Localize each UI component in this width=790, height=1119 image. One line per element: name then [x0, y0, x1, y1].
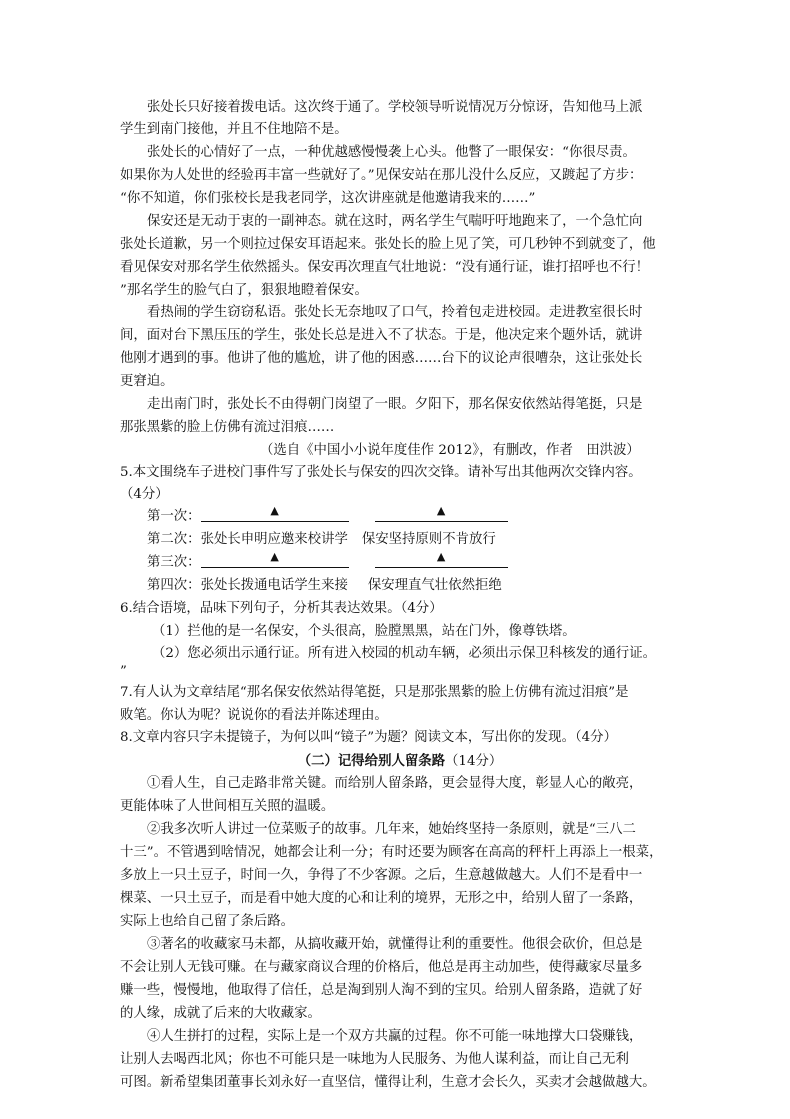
story-p4-line1: 看热闹的学生窃窃私语。张处长无奈地叹了口气，拎着包走进校园。走进教室很长时 — [147, 305, 643, 320]
s2-p4-line3: 可图。新希望集团董事长刘永好一直坚信，懂得让利，生意才会长久，买卖才会越做越大。 — [120, 1075, 656, 1090]
section2-score: （14分） — [445, 754, 503, 769]
q5-row-2-left: 张处长申明应邀来校讲学 — [200, 532, 348, 547]
q5-row-4-label: 第四次： — [147, 578, 201, 593]
q5-row-1-label: 第一次： — [147, 509, 201, 524]
q8-stem: 8.文章内容只字未提镜子，为何以叫“镜子”为题？阅读文本，写出你的发现。（4分） — [120, 730, 617, 745]
q5-row-2-right: 保安坚持原则不肯放行 — [361, 532, 496, 547]
q6-stray-mark: ” — [120, 664, 127, 679]
q5-row-4-left: 张处长拨通电话学生来接 — [200, 578, 348, 593]
source-note: （选自《中国小小说年度佳作 2012》，有删改，作者 田洪波） — [260, 443, 640, 458]
s2-p3-line2: 不会让别人无钱可赚。在与藏家商议合理的价格后，他总是再主动加些，使得藏家尽量多 — [120, 960, 643, 975]
q6-item-1: （1）拦他的是一名保安，个头很高，脸膛黑黑，站在门外，像尊铁塔。 — [152, 624, 576, 639]
blank-marker-icon: ▲ — [436, 504, 446, 517]
q5-row-1-right-blank[interactable] — [375, 506, 508, 522]
q5-row-3-label: 第三次： — [147, 555, 201, 570]
blank-marker-icon: ▲ — [270, 550, 279, 563]
q5-row-3-right-blank[interactable] — [375, 552, 508, 568]
q6-item-2: （2）您必须出示通行证。所有进入校园的机动车辆，必须出示保卫科核发的通行证。 — [152, 646, 656, 661]
q5-row-3-left-blank[interactable] — [201, 552, 349, 568]
story-p5-line1: 走出南门时，张处长不由得朝门岗望了一眼。夕阳下，那名保安依然站得笔挺，只是 — [147, 397, 643, 412]
story-p2-line1: 张处长的心情好了一点，一种优越感慢慢袭上心头。他瞥了一眼保安：“你很尽责。 — [147, 145, 636, 160]
blank-marker-icon: ▲ — [436, 550, 446, 563]
q5-row-1 — [147, 506, 707, 528]
s2-p2-line5: 实际上也给自己留了条后路。 — [120, 914, 295, 929]
s2-p3-line3: 赚一些，慢慢地，他取得了信任，总是淘到别人淘不到的宝贝。给别人留条路，造就了好 — [120, 983, 643, 998]
story-p4-line4: 更窘迫。 — [120, 374, 174, 389]
story-p4-line3: 他刚才遇到的事。他讲了他的尴尬，讲了他的困惑……台下的议论声很嘈杂，这让张处长 — [120, 351, 643, 366]
s2-p2-line2: 十三”。不管遇到啥情况，她都会让利一分；有时还要为顾客在高高的秤杆上再添上一根菜， — [120, 845, 663, 860]
s2-p4-line1: ④人生拼打的过程，实际上是一个双方共赢的过程。你不可能一味地撑大口袋赚钱， — [147, 1029, 643, 1044]
q5-row-2-label: 第二次： — [147, 532, 201, 547]
s2-p4-line2: 让别人去喝西北风；你也不可能只是一味地为人民服务、为他人谋利益，而让自己无利 — [120, 1052, 629, 1067]
story-p4-line2: 间，面对台下黑压压的学生，张处长总是进入不了状态。于是，他决定来个题外话，就讲 — [120, 328, 643, 343]
story-p3-line3: 看见保安对那名学生依然摇头。保安再次理直气壮地说：“没有通行证，谁打招呼也不行！ — [120, 260, 650, 275]
q5-row-4-right: 保安理直气壮依然拒绝 — [367, 578, 502, 593]
story-p1-line2: 学生到南门接他，并且不住地陪不是。 — [120, 122, 348, 137]
s2-p2-line1: ②我多次听人讲过一位菜贩子的故事。几年来，她始终坚持一条原则，就是“三八二 — [147, 822, 636, 837]
story-p1-line1: 张处长只好接着拨电话。这次终于通了。学校领导听说情况万分惊讶，告知他马上派 — [147, 100, 643, 115]
q6-stem: 6.结合语境，品味下列句子，分析其表达效果。（4分） — [120, 601, 443, 616]
story-p2-line3: “你不知道，你们张校长是我老同学，这次讲座就是他邀请我来的……” — [120, 191, 536, 206]
q5-row-2 — [147, 529, 707, 551]
q5-row-1-left-blank[interactable] — [201, 506, 349, 522]
story-p2-line2: 如果你为人处世的经验再丰富一些就好了。”见保安站在那儿没什么反应，又踱起了方步： — [120, 168, 643, 183]
s2-p3-line4: 的人缘，成就了后来的大收藏家。 — [120, 1006, 321, 1021]
s2-p1-line2: 更能体味了人世间相互关照的温暖。 — [120, 799, 335, 814]
section2-title: （二）记得给别人留条路 — [297, 753, 446, 769]
s2-p3-line1: ③著名的收藏家马未都，从搞收藏开始，就懂得让利的重要性。他很会砍价，但总是 — [147, 937, 643, 952]
blank-marker-icon: ▲ — [270, 504, 279, 517]
q7-line1: 7.有人认为文章结尾“那名保安依然站得笔挺，只是那张黑紫的脸上仿佛有流过泪痕”是 — [120, 685, 629, 700]
story-p3-line1: 保安还是无动于衷的一副神态。就在这时，两名学生气喘吁吁地跑来了，一个急忙向 — [147, 214, 643, 229]
q5-row-3 — [147, 552, 707, 574]
section2-heading — [120, 750, 680, 772]
s2-p1-line1: ①看人生，自己走路非常关键。而给别人留条路，更会显得大度，彰显人心的敞亮， — [147, 776, 643, 791]
story-p3-line2: 张处长道歉，另一个则拉过保安耳语起来。张处长的脸上见了笑，可几秒钟不到就变了，他 — [120, 237, 656, 252]
s2-p2-line3: 多放上一只土豆子，时间一久，争得了不少客源。之后，生意越做越大。人们不是看中一 — [120, 868, 643, 883]
q5-row-4 — [147, 575, 707, 597]
q5-stem-line2: （4分） — [120, 487, 169, 502]
q7-line2: 败笔。你认为呢？说说你的看法并陈述理由。 — [120, 708, 388, 723]
story-p3-line4: ”那名学生的脸气白了，狠狠地瞪着保安。 — [120, 283, 368, 298]
story-p5-line2: 那张黑紫的脸上仿佛有流过泪痕…… — [120, 420, 335, 435]
s2-p2-line4: 棵菜、一只土豆子，而是看中她大度的心和让利的境界，无形之中，给别人留了一条路， — [120, 891, 643, 906]
q5-stem-line1: 5.本文围绕车子进校门事件写了张处长与保安的四次交锋。请补写出其他两次交锋内容。 — [120, 465, 642, 480]
